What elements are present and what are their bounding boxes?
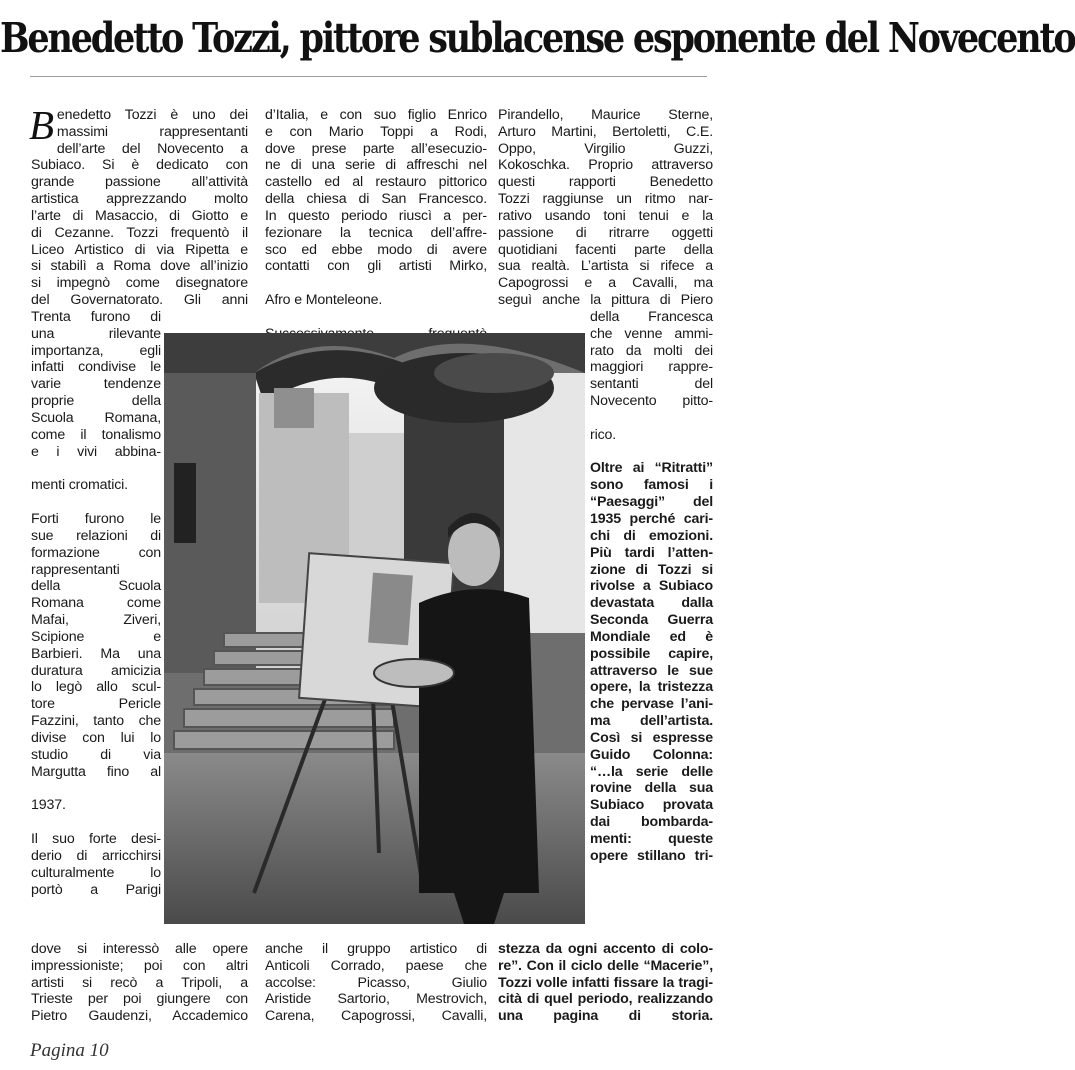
column-3-top <box>498 90 713 326</box>
column-2-bottom <box>265 924 487 1042</box>
column-3-narrow <box>590 292 713 882</box>
column-1-intro-text: enedetto Tozzi è uno dei massimi rappresentanti dell’arte del Novecento a Subiaco. Si è dedicato con grande passione all’attività artistica apprezzando molto l’arte di Masaccio, di Giotto e di Cezanne. Tozzi frequentò il Liceo Artistico di via Ripetta e si stabilì a Roma dove all’inizio si impegnò come disegnatore del Governatorato. Gli anni <box>31 106 248 309</box>
column-1-bottom-text: dove si interessò alle opere impressioniste; poi con altri artisti si recò a Tripoli, a Trieste per poi giungere con Pietro Gaudenzi, Accademico <box>31 940 248 1025</box>
column-2-text-end: Afro e Monteleone. <box>265 292 383 309</box>
column-2-text: d’Italia, e con suo figlio Enrico e con Mario Toppi a Rodi, dove prese parte all’esecuzio- ne di una serie di affreschi nel castello ed al restauro pittorico della chiesa di San Francesco. In questo periodo riuscì a per- fezionare la tecnica dell’affre- sco ed ebbe modo di avere contatti con gli artisti Mirko, <box>265 106 487 275</box>
column-1-bottom <box>31 924 248 1042</box>
photo-painter-at-easel-icon <box>164 333 585 924</box>
column-1-para-3: Il suo forte desi- derio di arricchirsi culturalmente lo portò a Parigi <box>31 831 161 898</box>
column-1-para-2-end: 1937. <box>31 797 66 814</box>
column-1-intro <box>31 90 248 326</box>
column-1-para-1-end: menti cromatici. <box>31 477 128 494</box>
column-3-para-1: della Francesca che venne ammi- rato da molti dei maggiori rappre- sentanti del Novecento pitto- <box>590 308 713 410</box>
dropcap: B <box>29 101 54 148</box>
column-2-bottom-text: anche il gruppo artistico di Anticoli Corrado, paese che accolse: Picasso, Giulio Aristide Sartorio, Mestrovich, Carena, Capogrossi, Cavalli, <box>265 940 487 1025</box>
column-1-para-2: Forti furono le sue relazioni di formazione con rappresentanti della Scuola Romana come Mafai, Ziveri, Scipione e Barbieri. Ma una duratura amicizia lo legò allo scul- tore Pericle Fazzini, tanto che divise con lui lo studio di via Margutta fino al <box>31 510 161 780</box>
column-2-top <box>265 90 487 360</box>
column-3-bottom <box>498 924 713 1042</box>
photo-painter-at-easel <box>164 333 585 924</box>
column-1-narrow <box>31 292 161 915</box>
title-rule <box>30 76 707 77</box>
column-3-bottom-text: stezza da ogni accento di colo- re”. Con il ciclo delle “Macerie”, Tozzi volle infatti fissare la tragi- cità di quel periodo, realizzando una pagina di storia. <box>498 940 713 1025</box>
column-3-text: Pirandello, Maurice Sterne, Arturo Martini, Bertoletti, C.E. Oppo, Virgilio Guzzi, Kokoschka. Proprio attraverso questi rapporti Benedetto Tozzi raggiunse un ritmo nar- rativo usando toni tenui e la passione di ritrarre oggetti quotidiani facenti parte della sua realtà. L’artista si rifece a Capogrossi e a Cavalli, ma seguì anche la pittura di Piero <box>498 106 713 309</box>
column-3-bold-para: Oltre ai “Ritratti” sono famosi i “Paesaggi” del 1935 perché cari- chi di emozioni. Più tardi l’atten- zione di Tozzi si rivolse a Subiaco devastata dalla Seconda Guerra Mondiale ed è possibile capire, attraverso le sue opere, la tristezza che pervase l’ani- ma dell’artista. Così si espresse Guido Colonna: “…la serie delle rovine della sua Subiaco provata dai bombarda- menti: queste opere stillano tri- <box>590 460 713 864</box>
article-title: Benedetto Tozzi, pittore sublacense esponente del Novecento <box>0 14 1075 63</box>
page-number: Pagina 10 <box>30 1040 109 1061</box>
column-1-para-1: Trenta furono di una rilevante importanza, egli infatti condivise le varie tendenze proprie della Scuola Romana, come il tonalismo e i vivi abbina- <box>31 308 161 460</box>
column-3-para-1-end: rico. <box>590 426 617 443</box>
